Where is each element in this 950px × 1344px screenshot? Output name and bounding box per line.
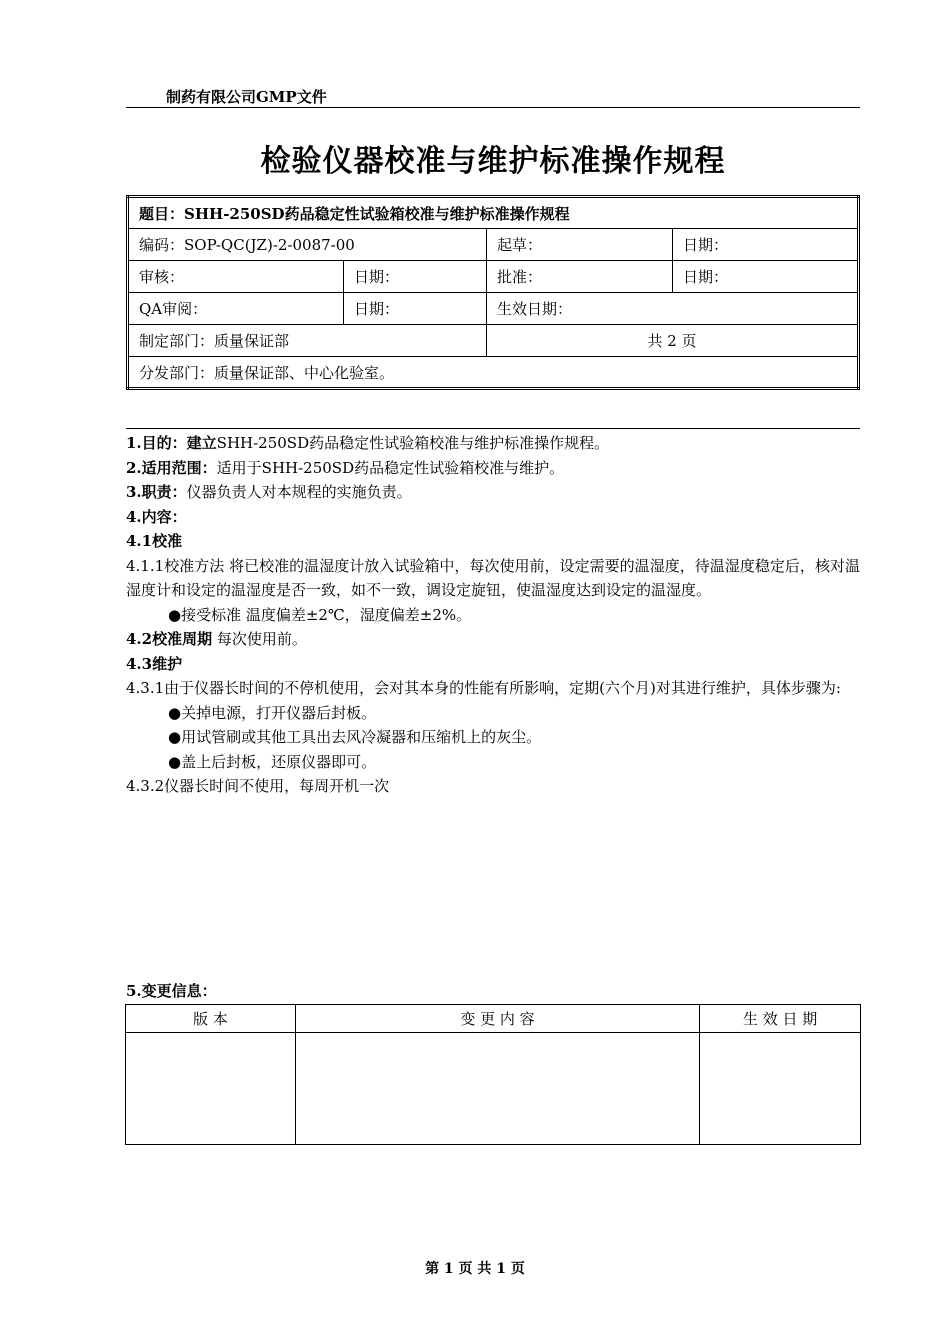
qa-row <box>128 293 859 325</box>
responsibility-paragraph <box>126 480 860 505</box>
content-cell <box>295 1033 699 1145</box>
draft-date-cell: 日期： <box>673 229 859 261</box>
code-cell: 编码：SOP-QC(JZ)-2-0087-00 <box>128 229 487 261</box>
date-column-header: 生 效 日 期 <box>700 1005 861 1033</box>
qa-review-cell: QA审阅： <box>128 293 344 325</box>
code-row <box>128 229 859 261</box>
subject-value: SHH-250SD药品稳定性试验箱校准与维护标准操作规程 <box>184 204 570 223</box>
version-cell <box>126 1033 296 1145</box>
responsibility-text: 仪器负责人对本规程的实施负责。 <box>186 483 412 501</box>
date-cell <box>700 1033 861 1145</box>
calibration-period-paragraph <box>126 627 860 652</box>
dept-row <box>128 325 859 357</box>
dept-cell: 制定部门：质量保证部 <box>128 325 487 357</box>
company-header: 制药有限公司GMP文件 <box>166 88 327 106</box>
maintenance-paragraph: 4.3.1由于仪器长时间的不停机使用，会对其本身的性能有所影响，定期(六个月)对其进行维护，具体步骤为: <box>126 679 841 697</box>
approve-cell: 批准： <box>487 261 673 293</box>
review-cell: 审核： <box>128 261 344 293</box>
subject-label: 题目： <box>139 204 185 223</box>
change-header-row <box>126 1005 861 1033</box>
maintenance-heading: 4.3维护 <box>126 654 183 673</box>
change-info-heading: 5.变更信息： <box>126 982 217 1000</box>
version-column-header: 版 本 <box>126 1005 296 1033</box>
idle-maintenance-paragraph: 4.3.2仪器长时间不使用，每周开机一次 <box>126 777 390 795</box>
change-info-table <box>125 1004 861 1145</box>
procedure-body <box>126 431 860 799</box>
review-row <box>128 261 859 293</box>
distribution-row <box>128 357 859 389</box>
review-date-cell: 日期： <box>344 261 487 293</box>
subject-cell <box>128 197 859 229</box>
approve-date-cell: 日期： <box>673 261 859 293</box>
effective-date-cell: 生效日期： <box>487 293 859 325</box>
section-divider <box>126 428 860 429</box>
calibration-period-text: 每次使用前。 <box>212 630 307 648</box>
calibration-heading: 4.1校准 <box>126 532 183 550</box>
page-count-cell: 共 2 页 <box>487 325 859 357</box>
content-heading: 4.内容： <box>126 507 187 526</box>
maintenance-step: ●关掉电源，打开仪器后封板。 <box>168 703 377 722</box>
subject-row <box>128 197 859 229</box>
change-empty-row <box>126 1033 861 1145</box>
maintenance-step: ●盖上后封板，还原仪器即可。 <box>168 752 377 771</box>
qa-date-cell: 日期： <box>344 293 487 325</box>
calibration-method-paragraph: 4.1.1校准方法 将已校准的温湿度计放入试验箱中，每次使用前，设定需要的温湿度，待温湿度稳定后，核对温湿度计和设定的温湿度是否一致，如不一致，调设定旋钮，使温湿度达到设定的温湿度。 <box>126 556 860 599</box>
purpose-paragraph <box>126 431 860 456</box>
content-column-header: 变 更 内 容 <box>295 1005 699 1033</box>
distribution-cell: 分发部门：质量保证部、中心化验室。 <box>128 357 859 389</box>
purpose-heading: 1.目的：建立 <box>126 434 217 452</box>
header-rule <box>126 107 860 108</box>
calibration-period-heading: 4.2校准周期 <box>126 630 213 648</box>
maintenance-step: ●用试管刷或其他工具出去风冷凝器和压缩机上的灰尘。 <box>168 728 542 746</box>
scope-heading: 2.适用范围： <box>126 458 217 477</box>
page-footer: 第 1 页 共 1 页 <box>425 1261 525 1277</box>
scope-paragraph <box>126 456 860 481</box>
document-info-table <box>126 195 860 390</box>
scope-text: 适用于SHH-250SD药品稳定性试验箱校准与维护。 <box>216 458 565 477</box>
draft-cell: 起草： <box>487 229 673 261</box>
acceptance-criteria-item: ●接受标准 温度偏差±2℃，湿度偏差±2%。 <box>168 605 472 624</box>
document-title: 检验仪器校准与维护标准操作规程 <box>260 144 726 179</box>
responsibility-heading: 3.职责： <box>126 483 187 501</box>
purpose-text: SHH-250SD药品稳定性试验箱校准与维护标准操作规程。 <box>216 434 610 452</box>
